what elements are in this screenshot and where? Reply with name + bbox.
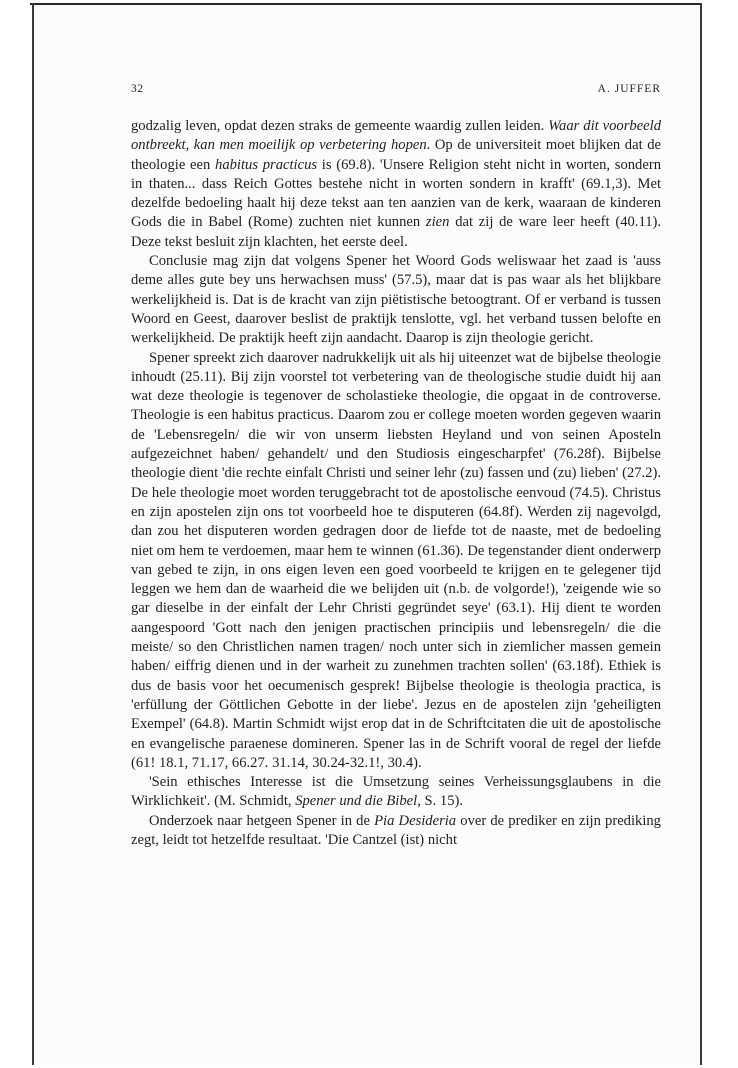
italic-text-segment: Spener und die Bibel <box>295 793 418 810</box>
text-segment: , S. 15). <box>417 793 463 810</box>
italic-text-segment: Pia Desideria <box>374 812 457 829</box>
italic-text-segment: Waar dit voorbeeld ontbreekt, kan men moeilijk op verbetering hopen <box>131 118 661 154</box>
text-segment: dat zij de ware leer heeft (40.11). Deze tekst besluit zijn klachten, het eerste deel. <box>131 214 661 250</box>
text-segment: Spener spreekt zich daarover nadrukkelijk uit als hij uiteenzet wat de bijbelse theologie inhoudt (25.11). Bij zijn voorstel tot verbetering van de theologische studie duidt hij aan wat deze theologie is tegenover de scholastieke theologie, die opgaat in de controverse. Theologie is een habitus practicus. Daarom zou er college moeten worden gegeven waarin de 'Lebensregeln/ die wir von unserm liebsten Heyland und von seinen Aposteln aufgezeichnet haben/ gehandelt/ und den Studiosis eingescharpfet' (76.28f). Bijbelse theologie dient 'die rechte einfalt Christi und seiner lehr (zu) fassen und (zu) lieben' (27.2). De hele theologie moet worden teruggebracht tot de apostolische eenvoud (74.5). Christus en zijn apostelen zijn ons tot voorbeeld hoe te disputeren (64.8f). Werden zij nagevolgd, dan zou het disputeren worden gedragen door de liefde tot de naaste, met de bedoeling niet om hem te verdoemen, maar hem te winnen (61.36). De tegenstander dient onderwerp van gebed te zijn, in ons eigen leven een goed voorbeeld te krijgen en te gelegener tijd leggen we hem dan de waarheid die we belijden uit (n.b. de volgorde!), 'zeigende wie so gar dieselbe in der einfalt der Lehr Christi gegründet seye' (63.1). Hij dient te worden aangespoord 'Gott nach den jenigen practischen principiis und lebensregeln/ die die meiste/ so den Christlichen namen tragen/ noch unter sich in ziemlicher massen gemein haben/ eiffrig dienen und in der warheit zu zunehmen trachten sollen' (63.18f). Ethiek is dus de basis voor het oecumenisch gesprek! Bijbelse theologie is theologia practica, is 'erfüllung der Göttlichen Gebotte in der liebe'. Jezus en de apostelen zijn 'geheiligten Exempel' (64.8). Martin Schmidt wijst erop dat in de Schriftcitaten die uit de apostolische en evangelische paraenese domineren. Spener las in de Schrift vooral de regel der liefde (61! 18.1, 71.17, 66.27. 31.14, 30.24-32.1!, 30.4). <box>131 349 661 771</box>
running-head-author: A. JUFFER <box>597 83 661 95</box>
paragraph <box>131 117 661 252</box>
body-text <box>131 117 661 850</box>
paragraph <box>131 812 661 851</box>
text-segment: . Op de universiteit moet blijken dat de theologie een <box>131 137 661 173</box>
text-segment: 'Sein ethisches Interesse ist die Umsetzung seines Verheissungsglaubens in die Wirklichkeit'. (M. Schmidt, <box>131 774 661 810</box>
page-left-edge <box>32 3 34 1065</box>
text-segment: is (69.8). 'Unsere Religion steht nicht in worten, sondern in thaten... dass Reich Gottes bestehe nicht in worten sondern in krafft' (69.1,3). Met dezelfde bedoeling haalt hij deze tekst aan ten aanzien van de kerk, waaraan de kinderen Gods die in Babel (Rome) zuchten niet kunnen <box>131 156 661 231</box>
text-segment: Conclusie mag zijn dat volgens Spener het Woord Gods weliswaar het zaad is 'auss deme alles gute bey uns herwachsen muss' (57.5), maar dat is pas waar als het blijkbare werkelijkheid is. Dat is de kracht van zijn piëtistische betoogtrant. Of er verband is tussen Woord en Geest, daarover beslist de praktijk tenslotte, vgl. het verband tussen belofte en werkelijkheid. De praktijk heeft zijn aandacht. Daarop is zijn theologie gericht. <box>131 253 661 347</box>
text-segment: Onderzoek naar hetgeen Spener in de <box>149 812 375 829</box>
page-number: 32 <box>131 83 144 95</box>
paragraph <box>131 349 661 774</box>
text-segment: over de prediker en zijn prediking zegt, leidt tot hetzelfde resultaat. 'Die Cantzel (ist) nicht <box>131 812 661 848</box>
page-top-edge <box>30 3 702 5</box>
text-segment: godzalig leven, opdat dezen straks de gemeente waardig zullen leiden. <box>131 118 549 134</box>
paragraph <box>131 773 661 812</box>
page-right-edge <box>700 3 702 1065</box>
paragraph <box>131 252 661 348</box>
italic-text-segment: zien <box>425 214 450 231</box>
italic-text-segment: habitus practicus <box>215 156 318 173</box>
